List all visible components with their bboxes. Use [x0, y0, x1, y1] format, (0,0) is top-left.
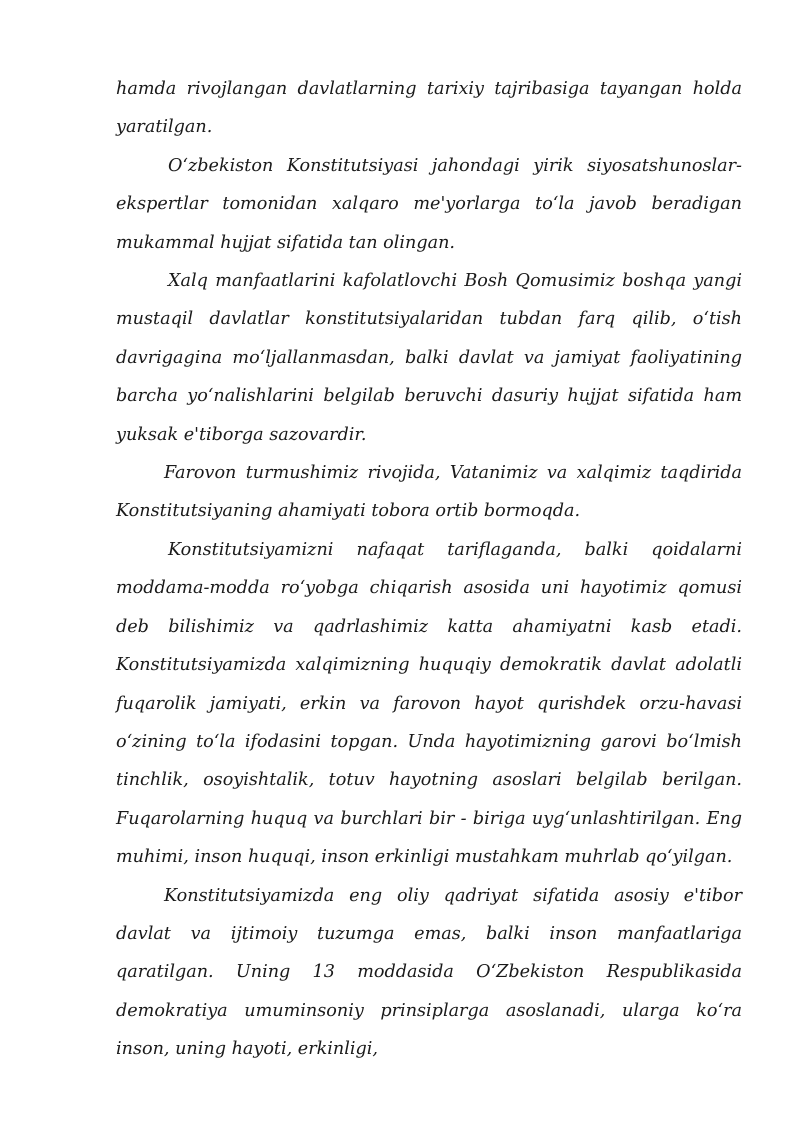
paragraph-fundamental-law: Xalq manfaatlarini kafolatlovchi Bosh Qomusimiz boshqa yangi mustaqil davlatlar konstitutsiyalaridan tubdan farq qilib, o‘tish davrigagina mo‘ljallanmasdan, balki davlat va jamiyat faoliyatining barcha yo‘nalishlarini belgilab beruvchi dasuriy hujjat sifatida ham yuksak e'tiborga sazovardir.: [116, 271, 742, 445]
paragraph-prosperous-life: Farovon turmushimiz rivojida, Vatanimiz va xalqimiz taqdirida Konstitutsiyaning ahamiyati tobora ortib bormoqda.: [116, 463, 742, 522]
paragraph-constitution-recognition: O‘zbekiston Konstitutsiyasi jahondagi yirik siyosatshunoslar-ekspertlar tomonidan xalqaro me'yorlarga to‘la javob beradigan mukammal hujjat sifatida tan olingan.: [116, 155, 742, 253]
paragraph-constitution-significance: Konstitutsiyamizni nafaqat tariflaganda, balki qoidalarni moddama-modda ro‘yobga chiqarish asosida uni hayotimiz qomusi deb bilishimiz va qadrlashimiz katta ahamiyatni kasb etadi. Konstitutsiyamizda xalqimizning huquqiy demokratik davlat adolatli fuqarolik jamiyati, erkin va farovon hayot qurishdek orzu-havasi o‘zining to‘la ifodasini topgan. Unda hayotimizning garovi bo‘lmish tinchlik, osoyishtalik, totuv hayotning asoslari belgilab berilgan. Fuqarolarning huquq va burchlari bir - biriga uyg‘unlashtirilgan. Eng muhimi, inson huquqi, inson erkinligi mustahkam muhrlab qo‘yilgan.: [116, 539, 742, 868]
document-body: [116, 70, 742, 1069]
paragraph-continuation: hamda rivojlangan davlatlarning tarixiy tajribasiga tayangan holda yaratilgan.: [116, 79, 742, 138]
paragraph-highest-value: Konstitutsiyamizda eng oliy qadriyat sifatida asosiy e'tibor davlat va ijtimoiy tuzumga emas, balki inson manfaatlariga qaratilgan. Uning 13 moddasida O‘Zbekiston Respublikasida demokratiya umuminsoniy prinsiplarga asoslanadi, ularga ko‘ra inson, uning hayoti, erkinligi,: [116, 885, 742, 1060]
